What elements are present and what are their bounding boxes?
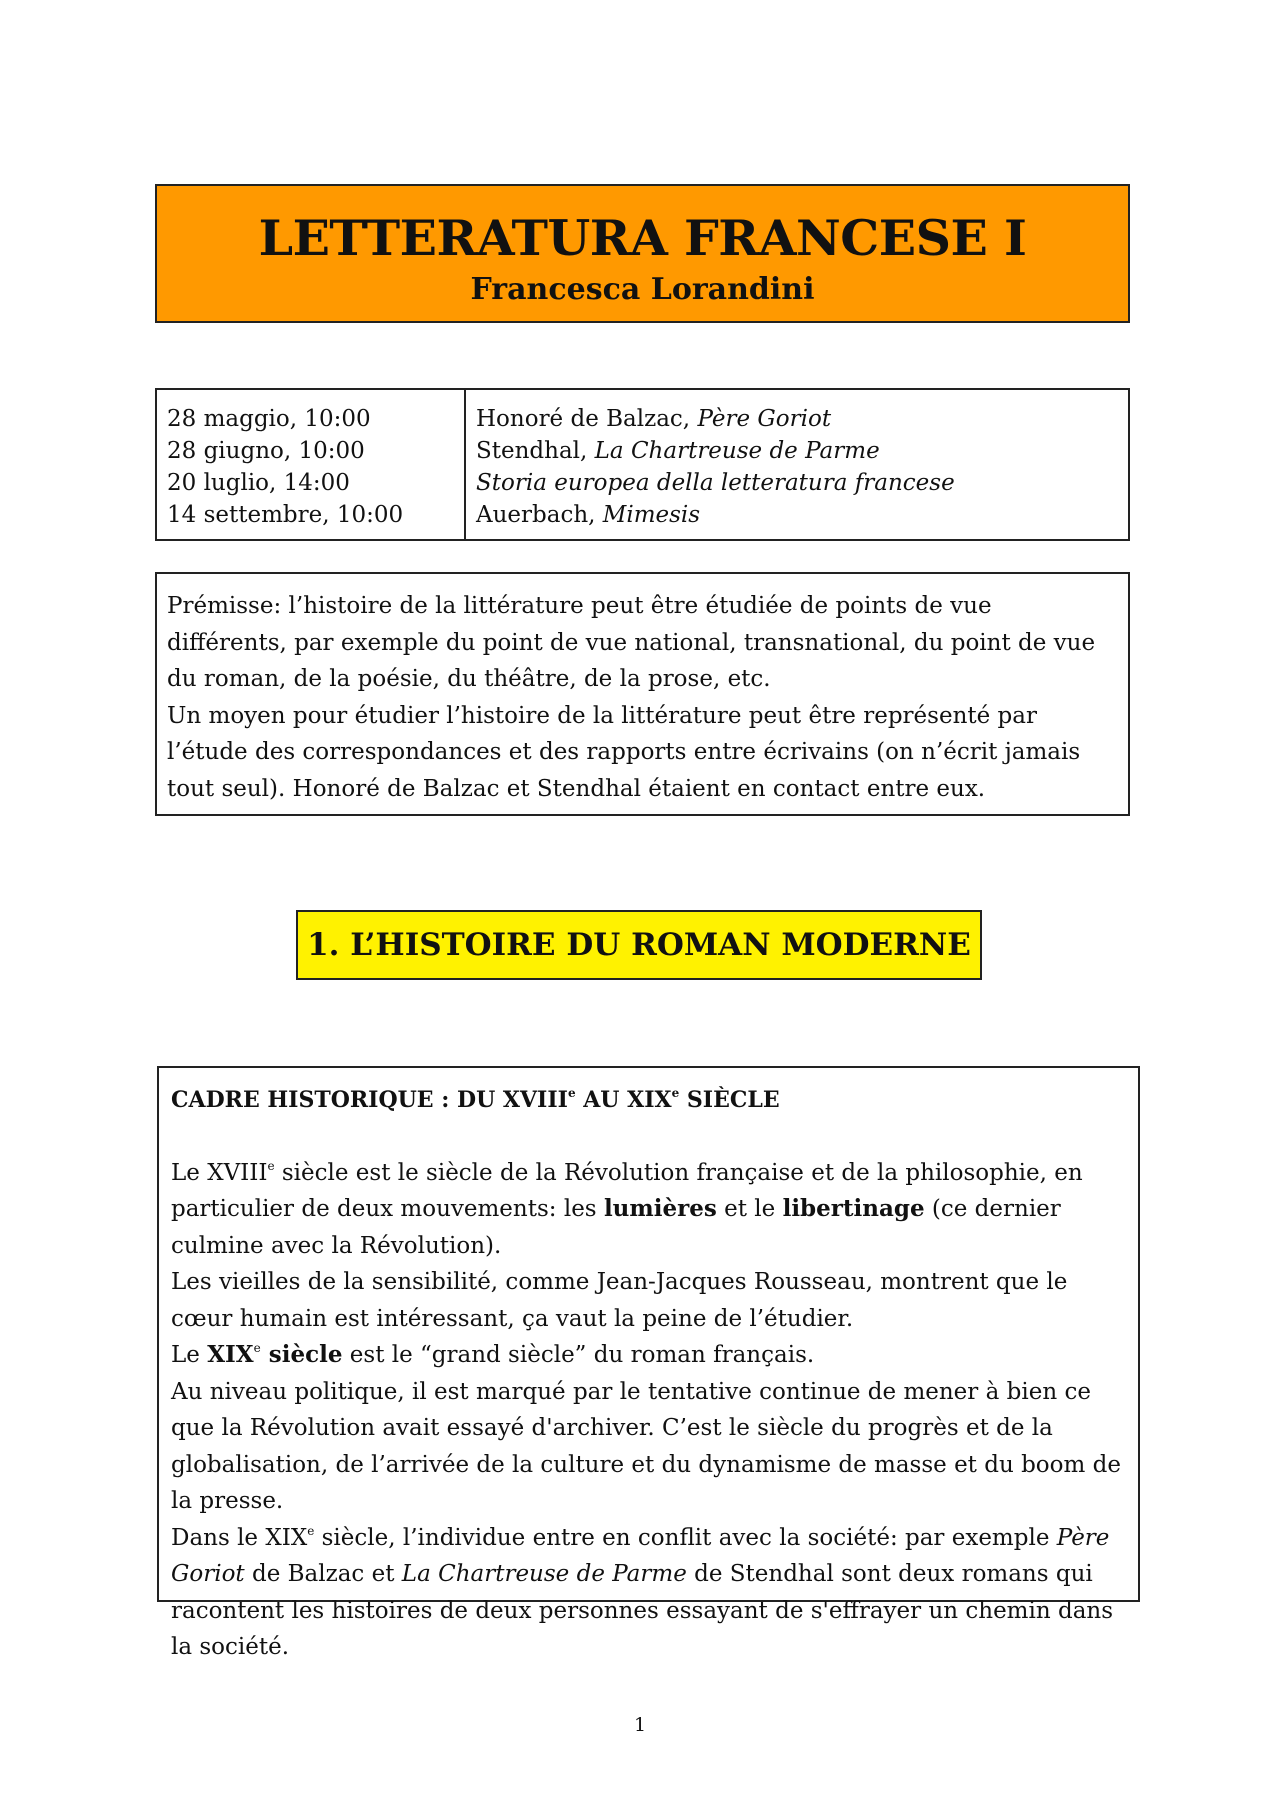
context-paragraph: Dans le XIXe siècle, l’individue entre en conflit avec la société: par exemple Père Goriot de Balzac et La Chartreuse de Parme de Stendhal sont deux romans qui racontent les histoires de deux personnes essayant de s'effrayer un chemin dans la société.	[171, 1523, 1114, 1660]
schedule-date: 28 giugno, 10:00	[167, 438, 365, 464]
schedule-table	[155, 388, 1130, 541]
book-title: Mimesis	[602, 502, 701, 528]
context-paragraph: Les vieilles de la sensibilité, comme Jean-Jacques Rousseau, montrent que le cœur humain est intéressant, ça vaut la peine de l’étudier.	[171, 1269, 1068, 1332]
schedule-book	[476, 499, 1118, 531]
schedule-dates-column	[157, 390, 466, 539]
book-author: Honoré de Balzac,	[476, 406, 698, 432]
premise-paragraph: Prémisse: l’histoire de la littérature peut être étudiée de points de vue différents, par exemple du point de vue national, transnational, du point de vue du roman, de la poésie, du théâtre, de la prose, etc.	[167, 593, 1096, 692]
schedule-date: 20 luglio, 14:00	[167, 470, 350, 496]
title-box	[155, 184, 1130, 323]
schedule-date: 28 maggio, 10:00	[167, 406, 371, 432]
historical-context-box	[157, 1066, 1140, 1660]
course-author: Francesca Lorandini	[470, 272, 815, 307]
book-author: Stendhal,	[476, 438, 595, 464]
schedule-book	[476, 435, 1118, 467]
schedule-date: 14 settembre, 10:00	[167, 502, 404, 528]
book-author: Auerbach,	[476, 502, 603, 528]
schedule-book	[476, 467, 1118, 499]
course-title: LETTERATURA FRANCESE I	[258, 209, 1027, 267]
premise-box	[155, 572, 1130, 816]
book-title: Storia europea della letteratura francese	[476, 470, 955, 496]
premise-paragraph: Un moyen pour étudier l’histoire de la littérature peut être représenté par l’étude des correspondances et des rapports entre écrivains (on n’écrit jamais tout seul). Honoré de Balzac et Stendhal étaient en contact entre eux.	[167, 702, 1081, 802]
section-heading: 1. L’HISTOIRE DU ROMAN MODERNE	[296, 910, 982, 980]
page-number: 1	[633, 1714, 647, 1736]
context-paragraph: Le XIXe siècle est le “grand siècle” du roman français.	[171, 1341, 815, 1368]
book-title: La Chartreuse de Parme	[594, 438, 880, 464]
context-title: CADRE HISTORIQUE : DU XVIIIe AU XIXe SIÈCLE	[171, 1086, 780, 1113]
context-paragraph: Au niveau politique, il est marqué par le tentative continue de mener à bien ce que la Révolution avait essayé d'archiver. C’est le siècle du progrès et de la globalisation, de l’arrivée de la culture et du dynamisme de masse et du boom de la presse.	[171, 1378, 1121, 1514]
schedule-books-column	[466, 390, 1128, 539]
schedule-book	[476, 403, 1118, 435]
book-title: Père Goriot	[697, 406, 832, 432]
context-paragraph: Le XVIIIe siècle est le siècle de la Révolution française et de la philosophie, en particulier de deux mouvements: les lumières et le libertinage (ce dernier culmine avec la Révolution).	[171, 1158, 1083, 1259]
